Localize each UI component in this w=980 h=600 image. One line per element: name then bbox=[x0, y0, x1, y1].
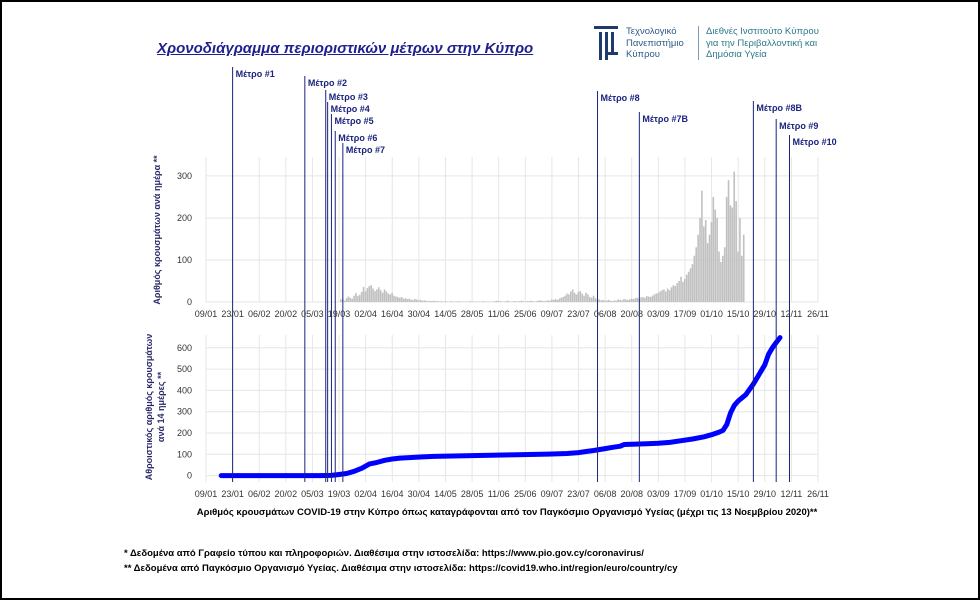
x-tick-label: 20/02 bbox=[274, 489, 298, 499]
x-tick-label: 09/07 bbox=[540, 309, 564, 319]
daily-case-bar bbox=[572, 289, 574, 302]
measure-label: Μέτρο #7Β bbox=[642, 114, 688, 124]
x-tick-label: 16/04 bbox=[380, 309, 404, 319]
daily-case-bar bbox=[697, 235, 699, 302]
x-tick-label: 05/03 bbox=[301, 489, 324, 499]
daily-case-bar bbox=[595, 298, 597, 302]
university-name-line: Κύπρου bbox=[626, 49, 660, 60]
daily-case-bar bbox=[441, 301, 443, 302]
daily-case-bar bbox=[555, 299, 557, 302]
daily-case-bar bbox=[361, 292, 363, 302]
daily-case-bar bbox=[359, 295, 361, 302]
x-tick-label: 23/07 bbox=[567, 309, 590, 319]
daily-case-bar bbox=[538, 301, 540, 302]
daily-case-bar bbox=[372, 289, 374, 302]
x-tick-label: 09/01 bbox=[194, 489, 218, 499]
daily-case-bar bbox=[676, 283, 678, 302]
x-tick-label: 28/05 bbox=[460, 489, 484, 499]
daily-case-bar bbox=[407, 299, 409, 302]
x-tick-label: 23/07 bbox=[567, 489, 590, 499]
daily-case-bar bbox=[568, 294, 570, 302]
daily-case-bar bbox=[713, 197, 715, 302]
daily-case-bar bbox=[671, 287, 673, 302]
x-tick-label: 20/08 bbox=[620, 309, 644, 319]
x-tick-label: 20/02 bbox=[274, 309, 298, 319]
x-tick-label: 15/10 bbox=[726, 309, 750, 319]
x-tick-label: 17/09 bbox=[673, 309, 697, 319]
daily-case-bar bbox=[602, 300, 604, 302]
daily-case-bar bbox=[705, 220, 707, 302]
daily-case-bar bbox=[642, 297, 644, 302]
daily-case-bar bbox=[450, 301, 452, 302]
daily-case-bar bbox=[581, 294, 583, 302]
daily-case-bar bbox=[349, 298, 351, 302]
x-tick-label: 03/09 bbox=[647, 309, 670, 319]
daily-case-bar bbox=[344, 301, 346, 302]
measure-label: Μέτρο #7 bbox=[345, 145, 386, 155]
daily-case-bar bbox=[716, 218, 718, 302]
daily-case-bar bbox=[564, 296, 566, 302]
daily-case-bar bbox=[437, 301, 439, 302]
daily-case-bar bbox=[386, 291, 388, 302]
daily-case-bar bbox=[714, 210, 716, 302]
x-tick-label: 23/01 bbox=[221, 309, 244, 319]
daily-case-bar bbox=[393, 296, 395, 302]
top-chart-y-axis-label: Αριθμός κρουσμάτων ανά ημέρα ** bbox=[152, 155, 162, 305]
daily-case-bar bbox=[500, 301, 502, 302]
y-tick-label: 300 bbox=[176, 170, 192, 181]
daily-case-bar bbox=[616, 301, 618, 302]
daily-case-bar bbox=[579, 291, 581, 302]
daily-case-bar bbox=[346, 298, 348, 302]
daily-case-bar bbox=[743, 235, 745, 302]
daily-case-bar bbox=[665, 291, 667, 302]
x-tick-label: 09/01 bbox=[194, 309, 218, 319]
measure-label: Μέτρο #2 bbox=[307, 78, 347, 88]
measure-label: Μέτρο #9 bbox=[779, 121, 819, 131]
daily-case-bar bbox=[382, 293, 384, 302]
measure-label: Μέτρο #1 bbox=[235, 69, 275, 79]
institute-name-line: Διεθνές Ινστιτούτο Κύπρου bbox=[706, 26, 819, 37]
x-tick-label: 17/09 bbox=[673, 489, 697, 499]
y-tick-label: 100 bbox=[176, 449, 192, 460]
x-tick-label: 14/05 bbox=[434, 309, 457, 319]
daily-case-bar bbox=[690, 268, 692, 302]
daily-case-bar bbox=[631, 299, 633, 302]
institute-name-line: Δημόσια Υγεία bbox=[706, 49, 767, 60]
daily-case-bar bbox=[403, 299, 405, 302]
daily-case-bar bbox=[429, 301, 431, 302]
daily-case-bar bbox=[646, 296, 648, 302]
daily-case-bar bbox=[728, 180, 730, 302]
daily-case-bar bbox=[640, 297, 642, 302]
daily-case-bar bbox=[741, 256, 743, 302]
x-tick-label: 25/06 bbox=[514, 309, 537, 319]
daily-case-bar bbox=[433, 301, 435, 302]
daily-case-bar bbox=[659, 291, 661, 302]
daily-case-bar bbox=[498, 301, 500, 302]
daily-case-bar bbox=[669, 290, 671, 302]
daily-case-bar bbox=[733, 172, 735, 302]
daily-case-bar bbox=[566, 294, 568, 302]
daily-case-bar bbox=[357, 296, 359, 302]
daily-case-bar bbox=[408, 299, 410, 302]
daily-case-bar bbox=[399, 298, 401, 302]
daily-case-bar bbox=[483, 301, 485, 302]
daily-case-bar bbox=[680, 277, 682, 302]
x-tick-label: 06/02 bbox=[247, 309, 271, 319]
daily-case-bar bbox=[598, 299, 600, 302]
daily-case-bar bbox=[652, 296, 654, 302]
daily-case-bar bbox=[574, 293, 576, 302]
daily-case-bar bbox=[391, 293, 393, 302]
daily-case-bar bbox=[545, 301, 547, 302]
daily-case-bar bbox=[418, 300, 420, 302]
daily-case-bar bbox=[610, 301, 612, 302]
daily-case-bar bbox=[621, 300, 623, 302]
x-tick-label: 12/11 bbox=[780, 309, 803, 319]
daily-case-bar bbox=[469, 301, 471, 302]
daily-case-bar bbox=[427, 301, 429, 302]
y-tick-label: 300 bbox=[176, 406, 192, 417]
daily-case-bar bbox=[551, 299, 553, 302]
measure-label: Μέτρο #5 bbox=[334, 116, 374, 126]
daily-case-bar bbox=[617, 299, 619, 302]
daily-case-bar bbox=[673, 285, 675, 302]
daily-case-bar bbox=[367, 288, 369, 302]
daily-case-bar bbox=[703, 226, 705, 302]
x-tick-label: 28/05 bbox=[460, 309, 484, 319]
daily-case-bar bbox=[496, 301, 498, 302]
daily-case-bar bbox=[416, 299, 418, 302]
x-tick-label: 29/10 bbox=[753, 489, 777, 499]
daily-case-bar bbox=[737, 252, 739, 302]
daily-case-bar bbox=[369, 286, 371, 302]
daily-case-bar bbox=[655, 294, 657, 302]
y-tick-label: 100 bbox=[176, 254, 192, 265]
daily-case-bar bbox=[522, 301, 524, 302]
daily-case-bar bbox=[589, 297, 591, 302]
daily-case-bar bbox=[374, 291, 376, 302]
x-tick-label: 03/09 bbox=[647, 489, 670, 499]
daily-case-bar bbox=[560, 298, 562, 302]
daily-case-bar bbox=[553, 300, 555, 302]
daily-case-bar bbox=[699, 218, 701, 302]
daily-case-bar bbox=[648, 297, 650, 302]
daily-case-bar bbox=[515, 301, 517, 302]
daily-case-bar bbox=[380, 290, 382, 302]
daily-case-bar bbox=[378, 287, 380, 302]
daily-case-bar bbox=[675, 286, 677, 302]
daily-case-bar bbox=[629, 299, 631, 302]
daily-case-bar bbox=[458, 301, 460, 302]
daily-case-bar bbox=[732, 207, 734, 302]
daily-case-bar bbox=[623, 299, 625, 302]
x-tick-label: 15/10 bbox=[726, 489, 750, 499]
x-tick-label: 11/06 bbox=[487, 489, 510, 499]
daily-case-bar bbox=[541, 301, 543, 302]
daily-case-bar bbox=[370, 285, 372, 302]
y-tick-label: 200 bbox=[176, 428, 192, 438]
daily-case-bar bbox=[422, 301, 424, 302]
daily-case-bar bbox=[340, 299, 342, 302]
x-tick-label: 30/04 bbox=[407, 489, 431, 499]
measure-label: Μέτρο #8Β bbox=[756, 103, 803, 113]
daily-case-bar bbox=[686, 275, 688, 302]
daily-case-bar bbox=[389, 294, 391, 302]
daily-case-bar bbox=[667, 289, 669, 302]
daily-case-bar bbox=[401, 297, 403, 302]
x-tick-label: 29/10 bbox=[753, 309, 777, 319]
x-tick-label: 11/06 bbox=[487, 309, 510, 319]
daily-case-bar bbox=[547, 300, 549, 302]
daily-case-bar bbox=[431, 301, 433, 302]
daily-case-bar bbox=[388, 294, 390, 302]
daily-case-bar bbox=[521, 301, 523, 302]
daily-case-bar bbox=[718, 252, 720, 302]
x-tick-label: 26/11 bbox=[807, 489, 829, 499]
daily-case-bar bbox=[353, 296, 355, 302]
y-tick-label: 200 bbox=[176, 212, 192, 223]
daily-case-bar bbox=[513, 301, 515, 302]
daily-case-bar bbox=[397, 297, 399, 302]
bottom-chart-y-axis-label: Αθροιστικός αριθμός κρουσμάτων bbox=[144, 333, 154, 481]
daily-case-bar bbox=[412, 300, 414, 302]
university-name-line: Τεχνολογικό bbox=[626, 26, 677, 37]
bottom-chart-x-axis-label: Αριθμός κρουσμάτων COVID-19 στην Κύπρο όπως καταγράφονται από τον Παγκόσμιο Οργανισμό Υγείας (μέχρι τις 13 Νοεμβρίου 2020)** bbox=[196, 507, 818, 518]
daily-case-bar bbox=[627, 300, 629, 302]
daily-case-bar bbox=[384, 289, 386, 302]
daily-case-bar bbox=[536, 301, 538, 302]
daily-case-bar bbox=[549, 301, 551, 302]
y-tick-label: 0 bbox=[186, 297, 192, 307]
daily-case-bar bbox=[707, 243, 709, 302]
x-tick-label: 01/10 bbox=[700, 309, 723, 319]
daily-case-bar bbox=[633, 299, 635, 302]
x-tick-label: 06/02 bbox=[247, 489, 271, 499]
daily-case-bar bbox=[692, 264, 694, 302]
daily-case-bar bbox=[701, 191, 703, 302]
daily-case-bar bbox=[355, 293, 357, 302]
daily-case-bar bbox=[650, 297, 652, 302]
daily-case-bar bbox=[739, 218, 741, 302]
daily-case-bar bbox=[678, 281, 680, 302]
university-name-line: Πανεπιστήμιο bbox=[626, 37, 684, 49]
daily-case-bar bbox=[654, 294, 656, 302]
daily-case-bar bbox=[726, 197, 728, 302]
daily-case-bar bbox=[636, 298, 638, 302]
x-tick-label: 05/03 bbox=[301, 309, 324, 319]
x-tick-label: 19/03 bbox=[327, 489, 351, 499]
y-tick-label: 400 bbox=[176, 385, 192, 396]
daily-case-bar bbox=[730, 205, 732, 302]
y-tick-label: 0 bbox=[186, 470, 192, 481]
daily-case-bar bbox=[526, 301, 528, 302]
daily-case-bar bbox=[711, 222, 713, 302]
measure-label: Μέτρο #6 bbox=[338, 133, 378, 143]
daily-case-bar bbox=[604, 301, 606, 302]
daily-case-bar bbox=[688, 272, 690, 302]
daily-case-bar bbox=[405, 298, 407, 302]
x-tick-label: 12/11 bbox=[780, 489, 803, 499]
institute-name-line: για την Περιβαλλοντική και bbox=[706, 37, 818, 49]
x-tick-label: 09/07 bbox=[540, 489, 564, 499]
x-tick-label: 02/04 bbox=[354, 489, 377, 499]
daily-case-bar bbox=[587, 294, 589, 302]
daily-case-bar bbox=[694, 256, 696, 302]
daily-case-bar bbox=[735, 201, 737, 302]
daily-case-bar bbox=[593, 296, 595, 302]
daily-case-bar bbox=[365, 291, 367, 302]
measure-label: Μέτρο #8 bbox=[600, 93, 640, 103]
daily-case-bar bbox=[395, 297, 397, 302]
charts-canvas bbox=[2, 2, 978, 598]
daily-case-bar bbox=[420, 300, 422, 302]
daily-case-bar bbox=[540, 300, 542, 302]
daily-case-bar bbox=[435, 301, 437, 302]
x-tick-label: 19/03 bbox=[327, 309, 351, 319]
x-tick-label: 06/08 bbox=[593, 309, 617, 319]
daily-case-bar bbox=[348, 297, 350, 302]
daily-case-bar bbox=[426, 301, 428, 302]
daily-case-bar bbox=[657, 293, 659, 302]
daily-case-bar bbox=[591, 298, 593, 302]
daily-case-bar bbox=[543, 301, 545, 302]
daily-case-bar bbox=[709, 235, 711, 302]
daily-case-bar bbox=[600, 300, 602, 302]
x-tick-label: 30/04 bbox=[407, 309, 431, 319]
x-tick-label: 02/04 bbox=[354, 309, 377, 319]
daily-case-bar bbox=[363, 287, 365, 302]
x-tick-label: 01/10 bbox=[700, 489, 723, 499]
daily-case-bar bbox=[530, 301, 532, 302]
daily-case-bar bbox=[505, 301, 507, 302]
daily-case-bar bbox=[635, 298, 637, 302]
daily-case-bar bbox=[559, 299, 561, 302]
daily-case-bar bbox=[410, 299, 412, 302]
x-tick-label: 20/08 bbox=[620, 489, 644, 499]
x-tick-label: 06/08 bbox=[593, 489, 617, 499]
daily-case-bar bbox=[585, 293, 587, 302]
daily-case-bar bbox=[576, 294, 578, 302]
daily-case-bar bbox=[578, 292, 580, 302]
daily-case-bar bbox=[722, 256, 724, 302]
daily-case-bar bbox=[528, 301, 530, 302]
daily-case-bar bbox=[619, 300, 621, 302]
footnote-pio: * Δεδομένα από Γραφείο τύπου και πληροφοριών. Διαθέσιμα στην ιστοσελίδα: https://www.pio.gov.cy/coronavirus/ bbox=[124, 548, 644, 559]
bottom-chart-y-axis-label-line2: ανά 14 ημέρες ** bbox=[156, 371, 166, 443]
daily-case-bar bbox=[625, 299, 627, 302]
daily-case-bar bbox=[557, 300, 559, 302]
y-tick-label: 500 bbox=[176, 364, 192, 375]
daily-case-bar bbox=[720, 262, 722, 302]
x-tick-label: 23/01 bbox=[221, 489, 244, 499]
daily-case-bar bbox=[519, 301, 521, 302]
daily-case-bar bbox=[424, 300, 426, 302]
daily-case-bar bbox=[663, 289, 665, 302]
daily-case-bar bbox=[612, 301, 614, 302]
daily-case-bar bbox=[376, 289, 378, 302]
x-tick-label: 26/11 bbox=[807, 309, 829, 319]
daily-case-bar bbox=[644, 298, 646, 302]
plot-area bbox=[206, 335, 818, 482]
measure-label: Μέτρο #10 bbox=[792, 137, 837, 147]
x-tick-label: 14/05 bbox=[434, 489, 457, 499]
daily-case-bar bbox=[606, 300, 608, 302]
daily-case-bar bbox=[608, 300, 610, 302]
y-tick-label: 600 bbox=[176, 342, 192, 353]
measure-label: Μέτρο #3 bbox=[328, 92, 368, 102]
daily-case-bar bbox=[583, 296, 585, 302]
daily-case-bar bbox=[507, 301, 509, 302]
daily-case-bar bbox=[570, 291, 572, 302]
daily-case-bar bbox=[532, 301, 534, 302]
measure-label: Μέτρο #4 bbox=[330, 104, 370, 114]
x-tick-label: 25/06 bbox=[514, 489, 537, 499]
x-tick-label: 16/04 bbox=[380, 489, 404, 499]
footnote-who: ** Δεδομένα από Παγκόσμιο Οργανισμό Υγείας. Διαθέσιμα στην ιστοσελίδα: https://covid19.who.int/region/euro/country/cy bbox=[124, 563, 678, 574]
daily-case-bar bbox=[614, 300, 616, 302]
daily-case-bar bbox=[351, 299, 353, 302]
daily-case-bar bbox=[562, 297, 564, 302]
daily-case-bar bbox=[724, 247, 726, 302]
page-title: Χρονοδιάγραμμα περιοριστικών μέτρων στην Κύπρο bbox=[157, 40, 534, 57]
daily-case-bar bbox=[684, 279, 686, 302]
daily-case-bar bbox=[661, 290, 663, 302]
daily-case-bar bbox=[682, 282, 684, 302]
daily-case-bar bbox=[695, 247, 697, 302]
daily-case-bar bbox=[414, 299, 416, 302]
daily-case-bar bbox=[494, 301, 496, 302]
daily-case-bar bbox=[445, 301, 447, 302]
